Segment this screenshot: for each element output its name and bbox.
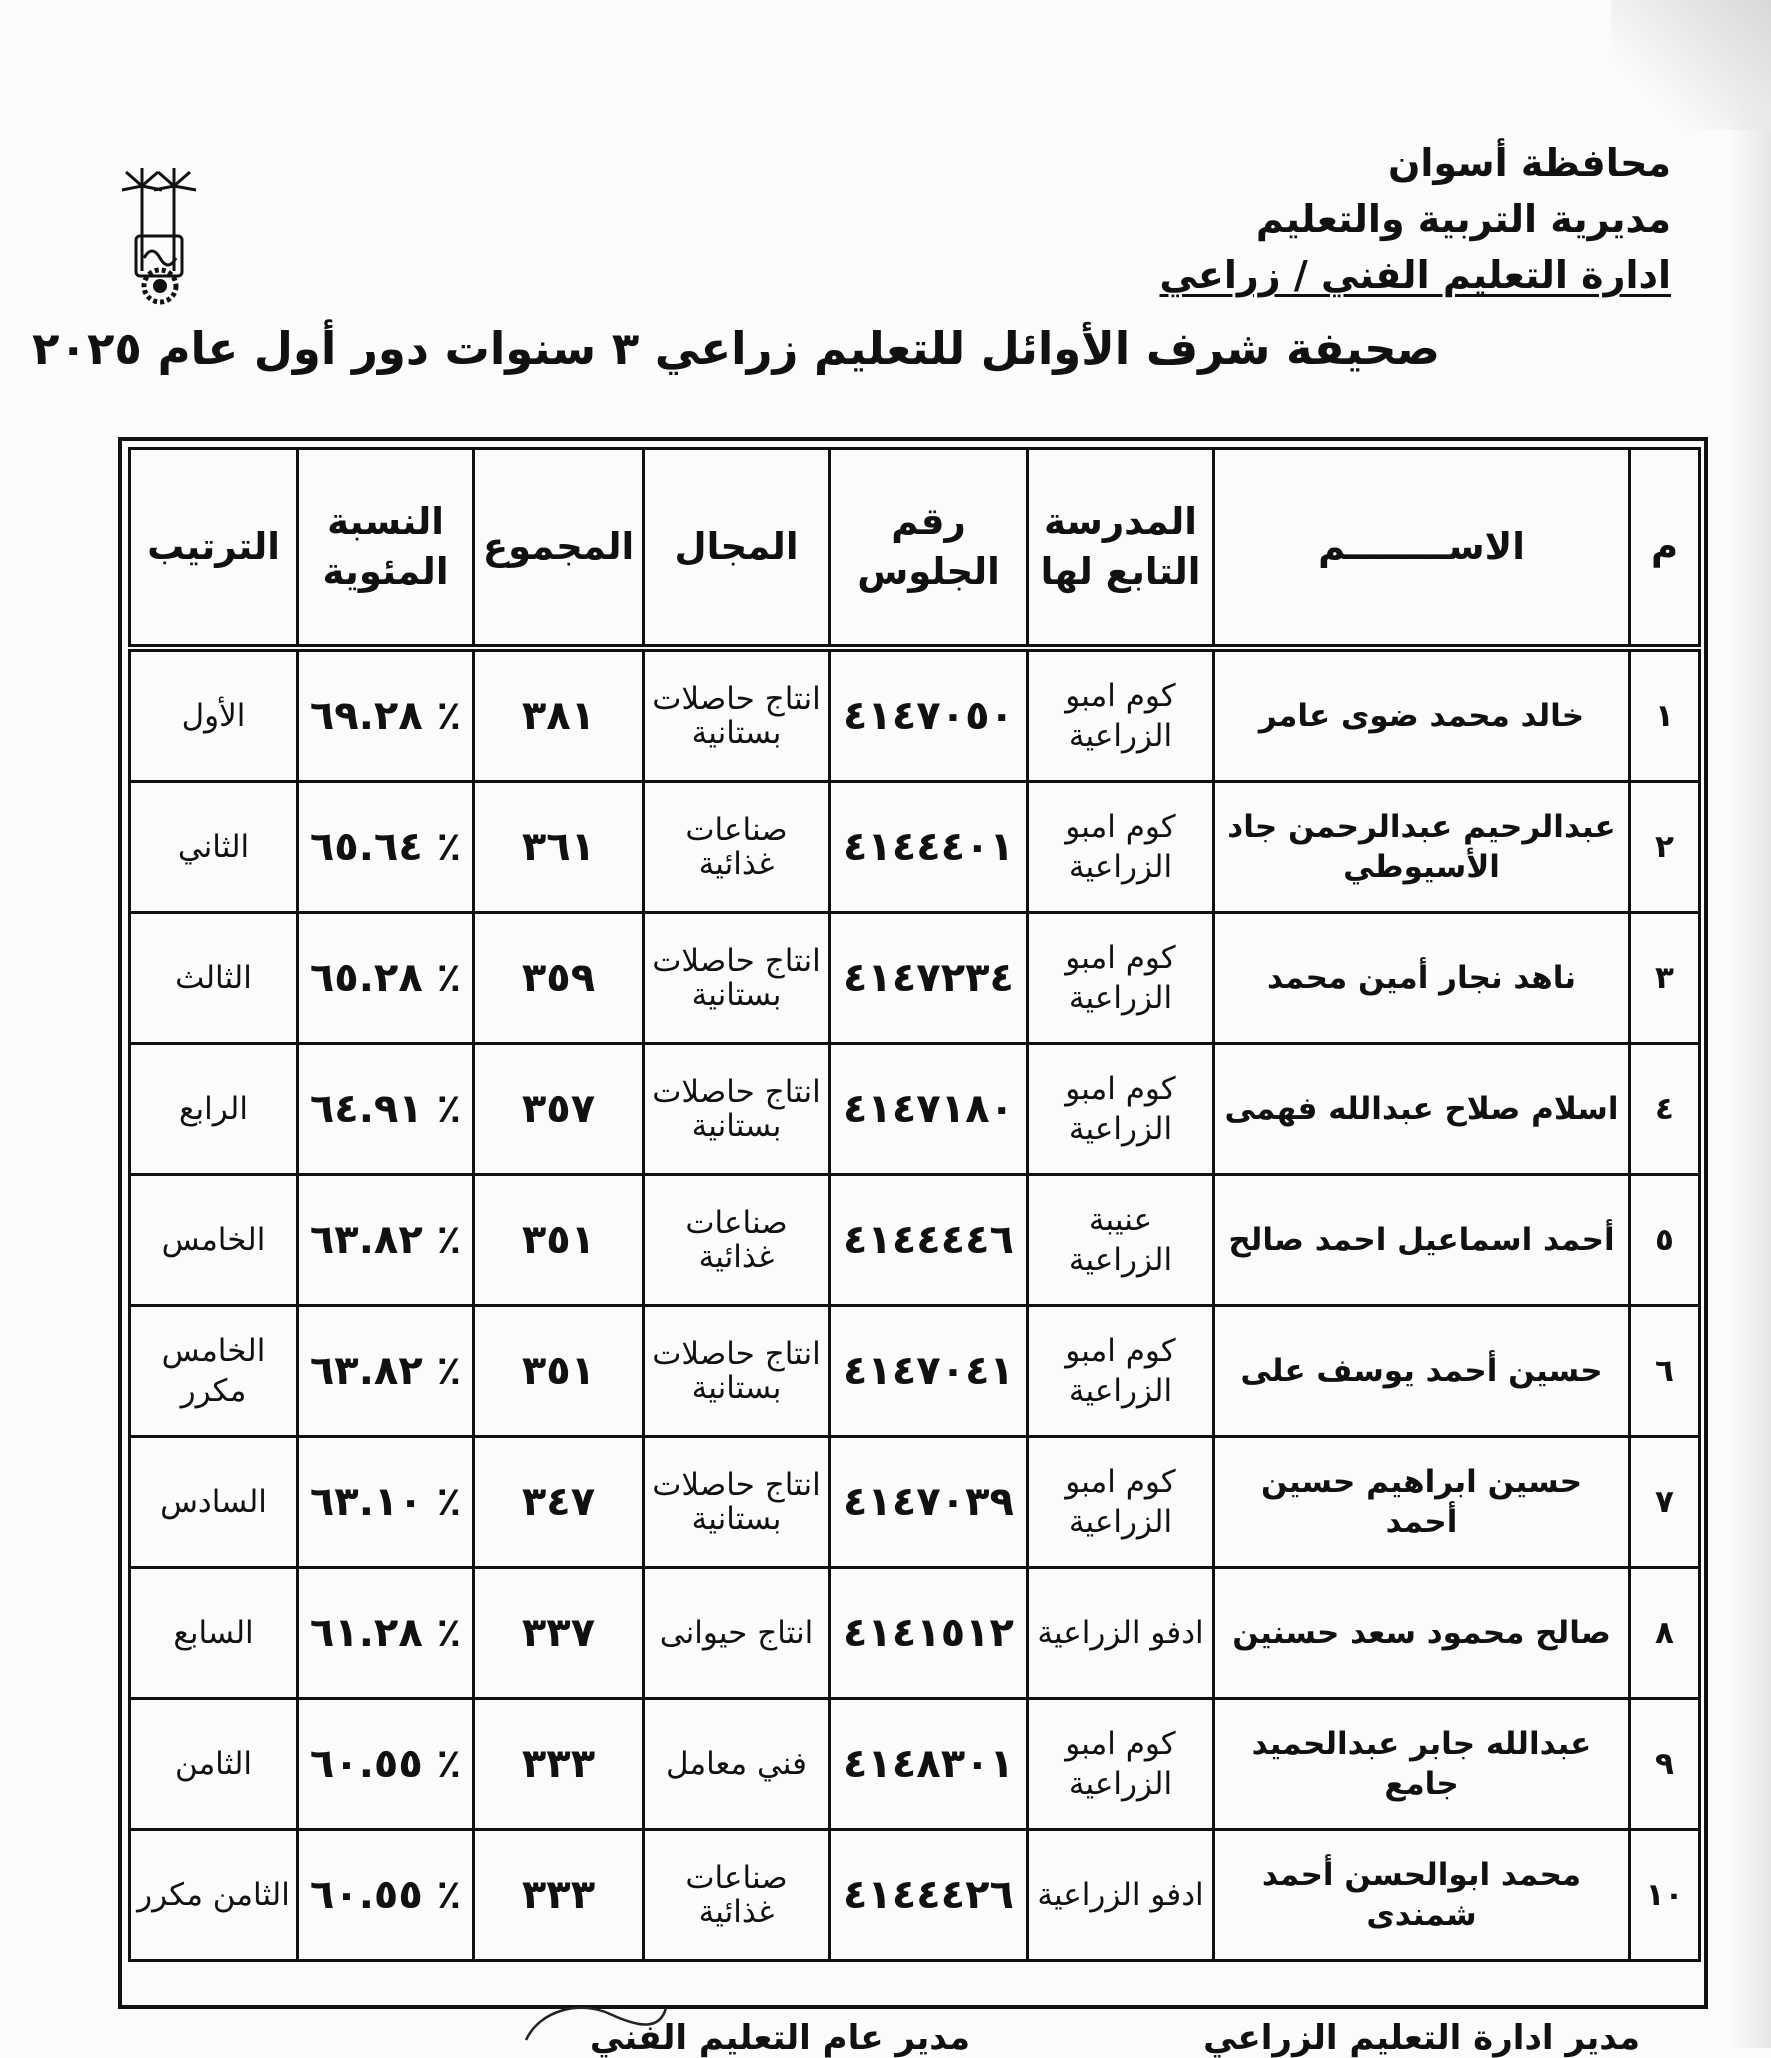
cell-percent: ٪ ٦٣.٨٢	[298, 1175, 474, 1306]
cell-field: انتاج حاصلات بستانية	[644, 1306, 830, 1437]
table-row	[130, 1568, 1700, 1699]
cell-seat: ٤١٤٧٠٣٩	[830, 1437, 1028, 1568]
cell-name: محمد ابوالحسن أحمد شمندى	[1214, 1830, 1630, 1961]
cell-name: ناهد نجار أمين محمد	[1214, 913, 1630, 1044]
governorate-line: محافظة أسوان	[1387, 141, 1671, 185]
cell-field: صناعات غذائية	[644, 782, 830, 913]
table-row	[130, 1044, 1700, 1175]
table-row	[130, 913, 1700, 1044]
cell-total: ٣٣٣	[474, 1699, 644, 1830]
cell-rank: الثاني	[130, 782, 298, 913]
issuer-header	[1151, 135, 1671, 303]
table-row	[130, 1699, 1700, 1830]
footer-agri-director: مدير ادارة التعليم الزراعي	[1203, 2018, 1640, 2058]
cell-school: كوم امبو الزراعية	[1028, 1306, 1214, 1437]
cell-percent: ٪ ٦٣.١٠	[298, 1437, 474, 1568]
cell-rank: الخامس مكرر	[130, 1306, 298, 1437]
cell-school: كوم امبو الزراعية	[1028, 913, 1214, 1044]
cell-seat: ٤١٤١٥١٢	[830, 1568, 1028, 1699]
cell-no: ٩	[1630, 1699, 1700, 1830]
cell-field: انتاج حيوانى	[644, 1568, 830, 1699]
col-header-name: الاســــــــم	[1214, 449, 1630, 649]
cell-percent: ٪ ٦٤.٩١	[298, 1044, 474, 1175]
cell-school: ادفو الزراعية	[1028, 1830, 1214, 1961]
cell-seat: ٤١٤٤٤٢٦	[830, 1830, 1028, 1961]
cell-rank: الرابع	[130, 1044, 298, 1175]
cell-percent: ٪ ٦٠.٥٥	[298, 1699, 474, 1830]
cell-school: كوم امبو الزراعية	[1028, 1044, 1214, 1175]
cell-school: كوم امبو الزراعية	[1028, 1437, 1214, 1568]
table-row	[130, 1175, 1700, 1306]
page-edge-shadow	[1731, 0, 1771, 2048]
cell-total: ٣٨١	[474, 648, 644, 782]
cell-name: حسين أحمد يوسف على	[1214, 1306, 1630, 1437]
table-row	[130, 1437, 1700, 1568]
cell-total: ٣٤٧	[474, 1437, 644, 1568]
page-title: صحيفة شرف الأوائل للتعليم زراعي ٣ سنوات دور أول عام ٢٠٢٥	[32, 322, 1440, 375]
table-header-row	[130, 449, 1700, 649]
cell-rank: الثامن	[130, 1699, 298, 1830]
cell-name: أحمد اسماعيل احمد صالح	[1214, 1175, 1630, 1306]
cell-no: ٦	[1630, 1306, 1700, 1437]
cell-name: عبدالرحيم عبدالرحمن جاد الأسيوطي	[1214, 782, 1630, 913]
cell-field: انتاج حاصلات بستانية	[644, 648, 830, 782]
cell-no: ٨	[1630, 1568, 1700, 1699]
page-corner-fold	[1611, 0, 1771, 130]
col-header-total: المجموع	[474, 449, 644, 649]
honor-roll-table	[128, 447, 1701, 1962]
cell-field: صناعات غذائية	[644, 1830, 830, 1961]
cell-total: ٣٣٣	[474, 1830, 644, 1961]
cell-percent: ٪ ٦٠.٥٥	[298, 1830, 474, 1961]
table-row	[130, 1306, 1700, 1437]
col-header-percent: النسبة المئوية	[298, 449, 474, 649]
cell-total: ٣٥١	[474, 1306, 644, 1437]
cell-name: اسلام صلاح عبدالله فهمى	[1214, 1044, 1630, 1175]
directorate-line: مديرية التربية والتعليم	[1255, 197, 1671, 241]
cell-rank: السادس	[130, 1437, 298, 1568]
cell-school: كوم امبو الزراعية	[1028, 782, 1214, 913]
cell-total: ٣٥٩	[474, 913, 644, 1044]
col-header-seat: رقم الجلوس	[830, 449, 1028, 649]
cell-rank: الأول	[130, 648, 298, 782]
table-row	[130, 782, 1700, 913]
cell-total: ٣٥٧	[474, 1044, 644, 1175]
cell-school: ادفو الزراعية	[1028, 1568, 1214, 1699]
cell-field: فني معامل	[644, 1699, 830, 1830]
cell-no: ٢	[1630, 782, 1700, 913]
department-line: ادارة التعليم الفني / زراعي	[1159, 253, 1671, 297]
col-header-no: م	[1630, 449, 1700, 649]
cell-percent: ٪ ٦٩.٢٨	[298, 648, 474, 782]
cell-field: انتاج حاصلات بستانية	[644, 1437, 830, 1568]
cell-percent: ٪ ٦٥.٦٤	[298, 782, 474, 913]
col-header-rank: الترتيب	[130, 449, 298, 649]
cell-seat: ٤١٤٨٣٠١	[830, 1699, 1028, 1830]
cell-rank: السابع	[130, 1568, 298, 1699]
table-row	[130, 648, 1700, 782]
aswan-emblem-icon	[112, 166, 208, 306]
cell-percent: ٪ ٦٣.٨٢	[298, 1306, 474, 1437]
col-header-school: المدرسة التابع لها	[1028, 449, 1214, 649]
cell-no: ٣	[1630, 913, 1700, 1044]
cell-seat: ٤١٤٧٠٤١	[830, 1306, 1028, 1437]
cell-field: انتاج حاصلات بستانية	[644, 913, 830, 1044]
cell-no: ٤	[1630, 1044, 1700, 1175]
cell-name: حسين ابراهيم حسين أحمد	[1214, 1437, 1630, 1568]
cell-no: ٧	[1630, 1437, 1700, 1568]
cell-percent: ٪ ٦١.٢٨	[298, 1568, 474, 1699]
cell-percent: ٪ ٦٥.٢٨	[298, 913, 474, 1044]
cell-rank: الثالث	[130, 913, 298, 1044]
cell-no: ٥	[1630, 1175, 1700, 1306]
cell-name: صالح محمود سعد حسنين	[1214, 1568, 1630, 1699]
cell-total: ٣٦١	[474, 782, 644, 913]
cell-school: كوم امبو الزراعية	[1028, 1699, 1214, 1830]
cell-field: صناعات غذائية	[644, 1175, 830, 1306]
cell-name: عبدالله جابر عبدالحميد جامع	[1214, 1699, 1630, 1830]
cell-school: كوم امبو الزراعية	[1028, 648, 1214, 782]
cell-field: انتاج حاصلات بستانية	[644, 1044, 830, 1175]
col-header-field: المجال	[644, 449, 830, 649]
cell-no: ١٠	[1630, 1830, 1700, 1961]
cell-name: خالد محمد ضوى عامر	[1214, 648, 1630, 782]
cell-rank: الثامن مكرر	[130, 1830, 298, 1961]
footer-general-director: مدير عام التعليم الفني	[589, 2018, 970, 2058]
cell-total: ٣٣٧	[474, 1568, 644, 1699]
cell-seat: ٤١٤٧٠٥٠	[830, 648, 1028, 782]
cell-seat: ٤١٤٧٢٣٤	[830, 913, 1028, 1044]
cell-school: عنيبة الزراعية	[1028, 1175, 1214, 1306]
cell-seat: ٤١٤٤٤٠١	[830, 782, 1028, 913]
cell-seat: ٤١٤٧١٨٠	[830, 1044, 1028, 1175]
cell-seat: ٤١٤٤٤٤٦	[830, 1175, 1028, 1306]
cell-no: ١	[1630, 648, 1700, 782]
cell-total: ٣٥١	[474, 1175, 644, 1306]
cell-rank: الخامس	[130, 1175, 298, 1306]
table-row	[130, 1830, 1700, 1961]
